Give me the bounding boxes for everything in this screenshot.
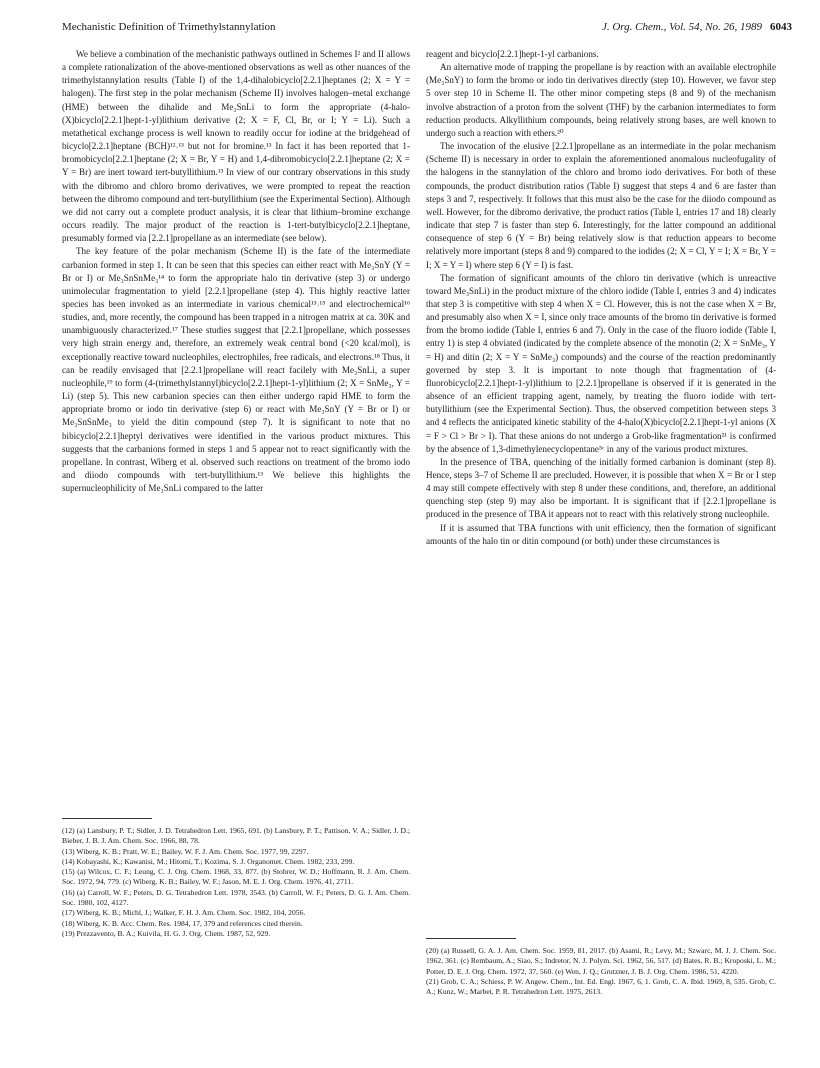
footnote: (19) Prezzavento, B. A.; Kuivila, H. G. J. Org. Chem. 1987, 52, 929.: [62, 928, 271, 938]
body-paragraph: reagent and bicyclo[2.2.1]hept-1-yl carbanions.: [426, 49, 599, 59]
footnotes-right: [426, 946, 776, 997]
footnote: (16) (a) Carroll, W. F.; Peters, D. G. Tetrahedron Lett. 1978, 3543. (b) Carroll, W. F.; Peters, D. G. J. Am. Chem. Soc. 1980, 102, 4127.: [62, 887, 410, 908]
journal-citation: J. Org. Chem., Vol. 54, No. 26, 1989: [601, 21, 762, 33]
footnote: (18) Wiberg, K. B. Acc. Chem. Res. 1984, 17, 379 and references cited therein.: [62, 918, 303, 928]
footnote: (21) Grob, C. A.; Schiess, P. W. Angew. Chem., Int. Ed. Engl. 1967, 6, 1. Grob, C. A. Ibid. 1969, 8, 535. Grob, C. A.; Kunz, W.; Marbet, P. R. Tetrahedron Lett. 1975, 2613.: [426, 976, 776, 997]
footnote: (12) (a) Lansbury, P. T.; Sidler, J. D. Tetrahedron Lett. 1965, 691. (b) Lansbury, P. T.; Pattison, V. A.; Sidler, J. D.; Bieber, J. B. J. Am. Chem. Soc. 1966, 88, 78.: [62, 826, 410, 846]
body-paragraph: The formation of significant amounts of the chloro tin derivative (which is unreactive toward Me₃SnLi) in the product mixture of the chloro iodide (Table I, entries 3 and 4) indicates that step 3 is competitive with step 4 when X = Cl. However, this is not the case when X = Br, and presumably also when X = I, since only trace amounts of the bromo tin derivative is formed from the bromo iodide (Table I, entries 6 and 7). Only in the case of the fluoro iodide (Table I, entry 1) is step 4 obviated (indicated by the complete absence of the monotin (2; X = SnMe₃, Y = H) and ditin (2; X = Y = SnMe₃) compounds) and the course of the reaction predominantly governed by step 3. It is important to note though that fragmentation of (4-fluorobicyclo[2.2.1]hept-1-yl)lithium to [2.2.1]propellane is observed if it is generated in the absence of an efficient trapping agent, namely, by treating the fluoro iodide with tert-butyllithium (see the Experimental Section). Thus, the observed competition between steps 3 and 4 reflects the anticipated kinetic stability of the 4-halo(X)bicyclo[2.2.1]hept-1-yl anions (X = F > Cl > Br > I). That these anions do not undergo a Grob-like fragmentation²¹ is confirmed by the absence of 1,3-dimethylenecyclopentane⁵ᶜ in any of the various product mixtures.: [426, 272, 776, 454]
footnotes-left: [62, 826, 410, 939]
body-paragraph: If it is assumed that TBA functions with unit efficiency, then the formation of significant amounts of the halo tin or ditin compound (or both) under these circumstances is: [426, 522, 776, 546]
footnote: (20) (a) Russell, G. A. J. Am. Chem. Soc. 1959, 81, 2017. (b) Asami, R.; Levy, M.; Szwarc, M. J. J. Chem. Soc. 1962, 361. (c) Rembaum, A.; Siao, S.; Indretor, N. J. Polym. Sci. 1962, 56, 517. (d) Bates, R. B.; Kroposki, L. M.; Potter, D. E. J. Org. Chem. 1972, 37, 560. (e) Wen, J. Q.; Grutzner, J. B. J. Org. Chem. 1986, 51, 4220.: [426, 946, 776, 976]
footnote-divider: [62, 818, 152, 819]
body-paragraph: In the presence of TBA, quenching of the initially formed carbanion is dominant (step 8). Hence, steps 3–7 of Scheme II are precluded. However, it is possible that when X = Br or I step 4 may still compete effectively with step 8 under these conditions, and, therefore, an additional quenching step (step 9) may also be important. It is significant that if [2.2.1]propellane is produced in the presence of TBA it appears not to react with this relatively strong nucleophile.: [426, 456, 776, 520]
page-header: [62, 21, 792, 37]
journal-citation-block: [602, 21, 792, 33]
body-paragraph: The invocation of the elusive [2.2.1]propellane as an intermediate in the polar mechanism (Scheme II) is necessary in order to explain the aforementioned anomalous nucleofugality of the halogens in the stannylation of the chloro and bromo iodo derivatives. For both of these compounds, the product distribution ratios (Table I) suggest that steps 4 and 6 are faster than steps 3 and 7, respectively. It follows that this must also be the case for the diiodo compound as well. However, for the dibromo derivative, the product ratios (Table I, entries 17 and 18) clearly indicate that step 7 is faster than step 6. Interestingly, for the latter compound an additional consequence of step 6 (Y = Br) being relatively slow is that reduction appears to become relatively more important (steps 8 and 9) compared to the iodides (2; X = Cl, Y = I; X = Br, Y = I; X = Y = I) where step 6 (Y = I) is fast.: [426, 141, 776, 270]
running-title: Mechanistic Definition of Trimethylstannylation: [62, 21, 276, 33]
footnote-divider: [426, 938, 516, 939]
body-paragraph: We believe a combination of the mechanistic pathways outlined in Schemes I² and II allows a complete rationalization of the above-mentioned observations as well as other nuances of the trimethylstannylation results (Table I) of the 1,4-dihalobicyclo[2.2.1]heptanes (2; X = Y = halogen). The first step in the polar mechanism (Scheme II) involves halogen–metal exchange (HME) between the dihalide and Me₃SnLi to form the appropriate (4-halo-(X)bicyclo[2.2.1]hept-1-yl)lithium derivative (2; X = F, Cl, Br, or I; Y = Li). Such a metathetical exchange process is well known to readily occur for iodine at the bridgehead of bicyclo[2.2.1]heptane (BCH)¹²˒¹³ but not for bromine.¹³ In fact it has been reported that 1-bromobicyclo[2.2.1]heptane (2; X = Br, Y = H) and 1,4-dibromobicyclo[2.2.1]heptane (2; X = Y = Br) are inert toward tert-butyllithium.¹³ In view of our contrary observations in this study with the dibromo and chloro bromo derivatives, we were prompted to repeat the reaction between the dibromo compound and tert-butyllithium (see the Experimental Section). Although we did not carry out a complete product analysis, it is clear that lithium–bromine exchange occurs readily. The major product of the reaction is 1-tert-butylbicyclo[2.2.1]heptane, presumably formed via [2.2.1]propellane as an intermediate (see below).: [62, 49, 410, 244]
page-number: 6043: [770, 21, 792, 33]
footnote: (14) Kobayashi, K.; Kawanisi, M.; Hitomi, T.; Kozima, S. J. Organomet. Chem. 1982, 233, 299.: [62, 856, 355, 866]
body-paragraph: The key feature of the polar mechanism (Scheme II) is the fate of the intermediate carbanion formed in step 1. It can be seen that this species can either react with Me₃SnY (Y = Br or I) or Me₃SnSnMe₃¹⁴ to form the appropriate halo tin derivative (step 3) or undergo unimolecular fragmentation to yield [2.2.1]propellane (step 4). This highly reactive latter species has been invoked as an intermediate in various chemical¹³˒¹⁵ and electrochemical¹⁶ studies, and, more recently, the compound has been trapped in a nitrogen matrix at ca. 30K and unambiguously characterized.¹⁷ These studies suggest that [2.2.1]propellane, which possesses very high strain energy and, therefore, an extremely weak central bond (<20 kcal/mol), is exceptionally reactive toward nucleophiles, electrophiles, free radicals, and electrons.¹⁸ Thus, it can be readily envisaged that [2.2.1]propellane will react facilely with Me₃SnLi, a super nucleophile,¹⁹ to form (4-(trimethylstannyl)bicyclo[2.2.1]hept-1-yl)lithium (2; X = SnMe₃, Y = Li) (step 5). This new carbanion species can then either undergo rapid HME to form the appropriate bromo or iodo tin derivative (step 6) or react with Me₃SnY (Y = Br or I) or Me₃SnSnMe₃ to yield the ditin compound (step 7). It is significant to note that no bibicyclo[2.2.1]heptyl derivatives were identified in the various product mixtures. This suggests that the carbanions formed in steps 1 and 5 appear not to react significantly with the propellane. In contrast, Wiberg et al. observed such reactions on treatment of the bromo iodo and diiodo compounds with tert-butyllithium.¹³ We believe this highlights the supernucleophilicity of Me₃SnLi compared to the latter: [62, 246, 410, 494]
right-column: [426, 48, 776, 1048]
footnote: (13) Wiberg, K. B.; Pratt, W. E.; Bailey, W. F. J. Am. Chem. Soc. 1977, 99, 2297.: [62, 846, 309, 856]
body-paragraph: An alternative mode of trapping the propellane is by reaction with an available electrophile (Me₃SnY) to form the bromo or iodo tin derivatives directly (step 10). However, we favor step 5 over step 10 in Scheme II. The other minor competing steps (8 and 9) of the mechanism involve abstraction of a proton from the solvent (THF) by the carbanion intermediates to form reduction products. Alkyllithium compounds, being relatively strong bases, are well known to undergo such a reaction with ethers.²⁰: [426, 62, 776, 138]
footnote: (15) (a) Wilcox, C. F.; Leung, C. J. Org. Chem. 1968, 33, 877. (b) Stohrer, W. D.; Hoffmann, R. J. Am. Chem. Soc. 1972, 94, 779. (c) Wiberg, K. B.; Bailey, W. F.; Jason, M. E. J. Org. Chem. 1976, 41, 2711.: [62, 867, 410, 887]
footnote: (17) Wiberg, K. B.; Michl, J.; Walker, F. H. J. Am. Chem. Soc. 1982, 104, 2056.: [62, 908, 306, 918]
